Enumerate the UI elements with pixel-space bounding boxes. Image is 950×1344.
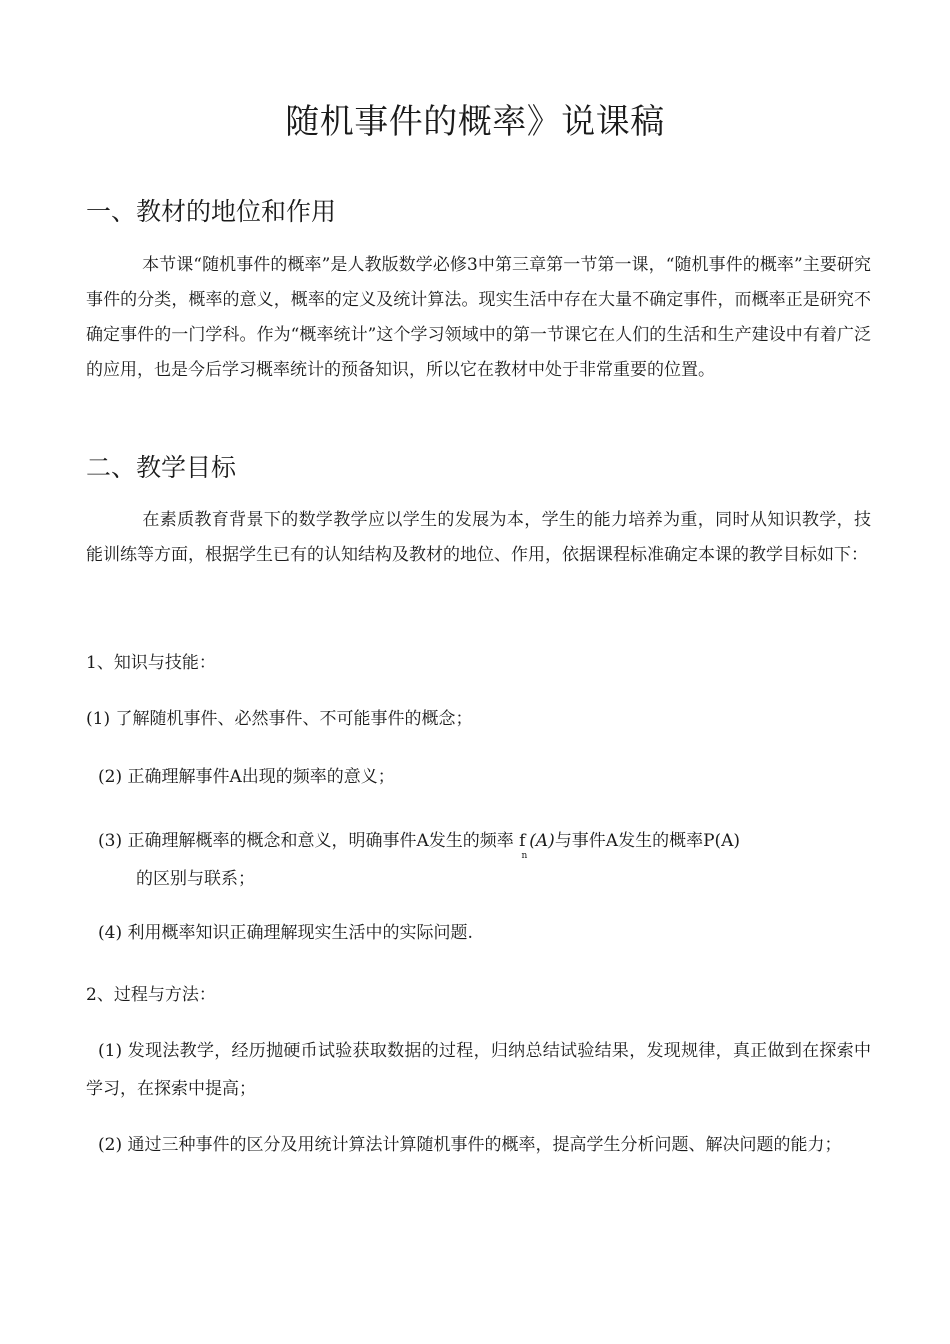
goal-item bbox=[86, 1032, 871, 1108]
goal-label-process: 2、过程与方法： bbox=[86, 985, 216, 1005]
goal-item-text: (1) 发现法教学，经历抛硬币试验获取数据的过程，归纳总结试验结果，发现规律，真正做到在探索中学习，在探索中提高； bbox=[86, 1041, 871, 1099]
frequency-argument: (A) bbox=[529, 831, 555, 851]
goal-label-knowledge: 1、知识与技能： bbox=[86, 653, 216, 673]
goal-item: (2) 正确理解事件A出现的频率的意义； bbox=[98, 767, 395, 787]
goal-item-text: (3) 正确理解概率的概念和意义，明确事件A发生的频率 bbox=[98, 831, 514, 851]
frequency-symbol: f bbox=[519, 831, 526, 851]
section-paragraph-2 bbox=[86, 503, 871, 573]
section-heading-1: 一、教材的地位和作用 bbox=[86, 197, 337, 226]
paragraph-text: 在素质教育背景下的数学教学应以学生的发展为本，学生的能力培养为重，同时从知识教学，技能训练等方面，根据学生已有的认知结构及教材的地位、作用，依据课程标准确定本课的教学目标如下： bbox=[86, 510, 871, 565]
goal-item bbox=[98, 828, 741, 861]
document-title: 随机事件的概率》说课稿 bbox=[285, 102, 665, 142]
goal-item: (1) 了解随机事件、必然事件、不可能事件的概念； bbox=[86, 709, 473, 729]
section-paragraph-1 bbox=[86, 248, 871, 388]
goal-item-text: 与事件A发生的概率P(A) bbox=[554, 831, 741, 851]
goal-item-text: (2) 通过三种事件的区分及用统计算法计算随机事件的概率，提高学生分析问题、解决问题的能力； bbox=[98, 1135, 842, 1155]
paragraph-text: 本节课“随机事件的概率”是人教版数学必修3中第三章第一节第一课，“随机事件的概率”主要研究事件的分类，概率的意义，概率的定义及统计算法。现实生活中存在大量不确定事件，而概率正是研究不确定事件的一门学科。作为“概率统计”这个学习领域中的第一节课它在人们的生活和生产建设中有着广泛的应用，也是今后学习概率统计的预备知识，所以它在教材中处于非常重要的位置。 bbox=[86, 255, 871, 380]
section-heading-2: 二、教学目标 bbox=[86, 453, 237, 482]
frequency-subscript: n bbox=[521, 851, 528, 861]
goal-item bbox=[86, 1126, 871, 1164]
goal-item-continuation: 的区别与联系； bbox=[136, 869, 255, 889]
goal-item: (4) 利用概率知识正确理解现实生活中的实际问题. bbox=[98, 923, 473, 943]
